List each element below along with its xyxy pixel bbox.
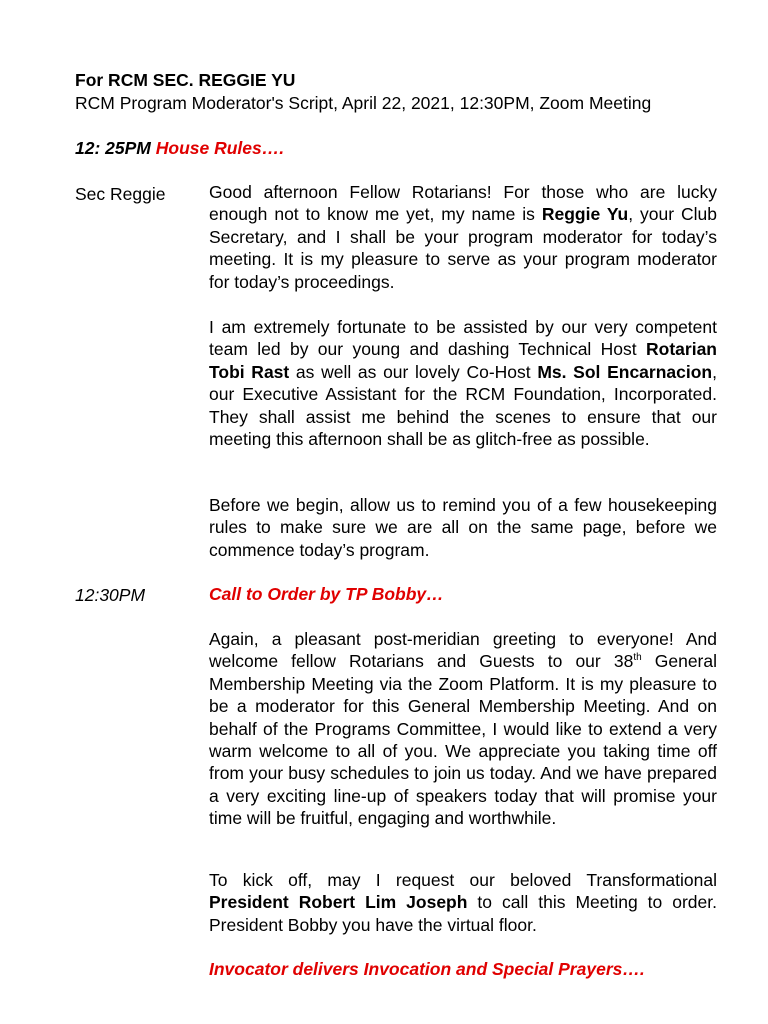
ordinal-suffix: th bbox=[633, 652, 642, 664]
section1-body bbox=[209, 181, 717, 293]
technical-host-name: Rotarian Tobi Rast bbox=[209, 339, 717, 382]
section2-heading: Call to Order by TP Bobby… bbox=[209, 584, 444, 604]
section2-closing: Invocator delivers Invocation and Special Prayers…. bbox=[209, 959, 645, 979]
text-run: , your Club Secretary, and I shall be your program moderator for today’s meeting. It is my pleasure to serve as your program moderator for today’s proceedings. bbox=[209, 204, 718, 292]
president-name: President Robert Lim Joseph bbox=[209, 892, 468, 913]
section1-paragraph-1 bbox=[209, 181, 717, 293]
document-title: For RCM SEC. REGGIE YU bbox=[75, 70, 296, 90]
section1-heading: House Rules…. bbox=[155, 138, 285, 158]
section2-paragraph-1 bbox=[209, 628, 717, 830]
co-host-name: Ms. Sol Encarnacion bbox=[537, 361, 713, 382]
text-run: Again, a pleasant post-meridian greeting to everyone! And welcome fellow Rotarians and Guests to our 38 bbox=[209, 629, 717, 672]
section1-timeline bbox=[75, 138, 284, 159]
section2-body-2 bbox=[209, 869, 717, 936]
section2-time: 12:30PM bbox=[75, 585, 146, 605]
section1-paragraph-3: Before we begin, allow us to remind you of a few housekeeping rules to make sure we are all on the same page, before we commence today’s program. bbox=[209, 495, 717, 560]
section1-speaker: Sec Reggie bbox=[75, 184, 166, 204]
text-run: General Membership Meeting via the Zoom Platform. It is my pleasure to be a moderator for this General Membership Meeting. And on behalf of the Programs Committee, I would like to extend a very warm welcome to all of you. We appreciate you taking time off from your busy schedules to join us today. And we have prepared a very exciting line-up of speakers today that will promise your time will be fruitful, engaging and worthwhile. bbox=[209, 651, 718, 829]
text-run: to call this Meeting to order. President Bobby you have the virtual floor. bbox=[209, 892, 717, 935]
section2-paragraph-2 bbox=[209, 869, 717, 936]
text-run: , our Executive Assistant for the RCM Foundation, Incorporated. They shall assist me behind the scenes to ensure that our meeting this afternoon shall be as glitch-free as possible. bbox=[209, 361, 717, 450]
section1-time: 12: 25PM bbox=[75, 138, 151, 158]
section1-body-3 bbox=[209, 494, 717, 561]
text-run: Good afternoon Fellow Rotarians! For those who are lucky enough not to know me yet, my name is bbox=[209, 182, 717, 225]
section1-body-2 bbox=[209, 316, 717, 450]
text-run: I am extremely fortunate to be assisted by our very competent team led by our young and dashing Technical Host bbox=[209, 317, 717, 360]
text-run: as well as our lovely Co-Host bbox=[289, 361, 538, 382]
section1-paragraph-2 bbox=[209, 316, 717, 450]
text-run: To kick off, may I request our beloved Transformational bbox=[209, 870, 717, 890]
section2-body bbox=[209, 628, 717, 830]
speaker-name: Reggie Yu bbox=[541, 204, 629, 225]
document-subtitle: RCM Program Moderator's Script, April 22, 2021, 12:30PM, Zoom Meeting bbox=[75, 93, 652, 113]
